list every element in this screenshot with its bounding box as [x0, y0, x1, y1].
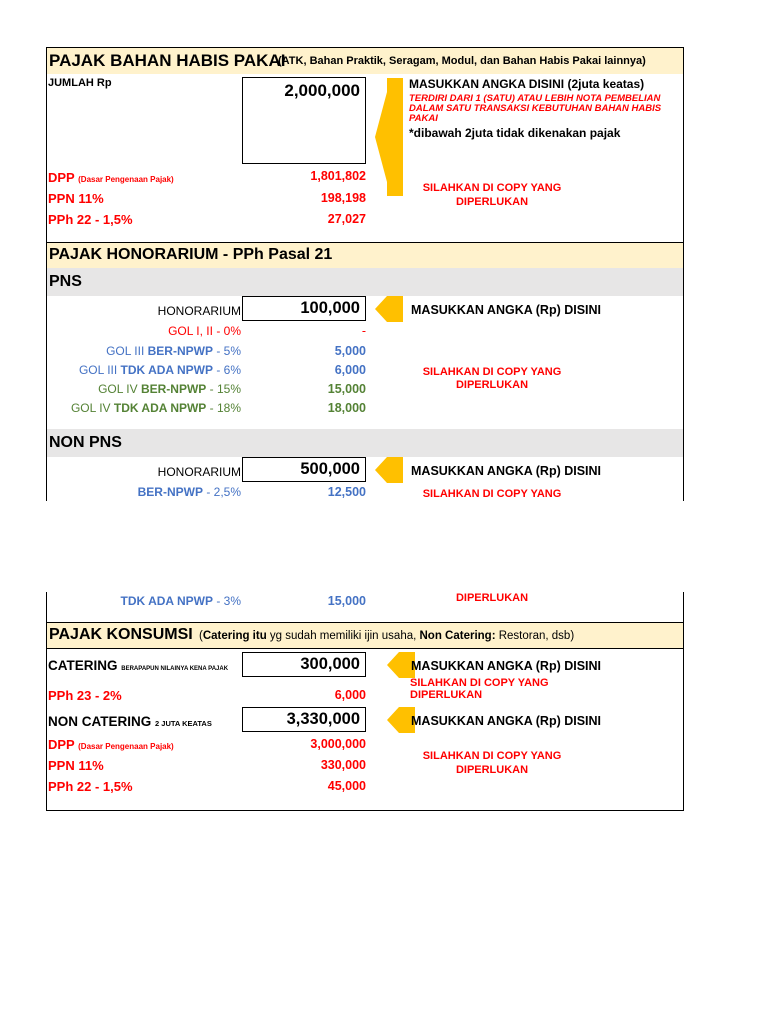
nonpns-honorarium-value: 500,000: [300, 460, 360, 478]
kon-subtitle: [199, 630, 574, 642]
pns-row-gol4-no-npwp: [47, 401, 241, 415]
bhp-note-line-1: TERDIRI DARI 1 (SATU) ATAU LEBIH NOTA PEMBELIAN: [409, 93, 661, 104]
pns-copy-line-2: DIPERLUKAN: [455, 379, 529, 391]
bhp-subtitle: (ATK, Bahan Praktik, Seragam, Modul, dan Bahan Habis Pakai lainnya): [278, 55, 646, 67]
bhp-pph-value: 27,027: [327, 212, 366, 226]
sub-paren: (: [199, 630, 203, 642]
sub-text-2: Restoran, dsb): [495, 630, 575, 642]
pns-row-gol-1-2: [47, 324, 241, 338]
subsection-pns: [47, 268, 683, 296]
nonpns-title: NON PNS: [49, 434, 122, 451]
pns-row-gol3-npwp: [47, 344, 241, 358]
nonpns-row-npwp: [47, 485, 241, 499]
bhp-amount-input[interactable]: [242, 77, 366, 164]
noncatering-text: NON CATERING: [48, 714, 152, 729]
pns-value-gol4-no-npwp: 18,000: [327, 401, 366, 415]
arrow-left-icon: [375, 296, 403, 322]
bhp-copy-line-2: DIPERLUKAN: [455, 196, 529, 208]
nonpns-value-no-npwp: 15,000: [327, 594, 366, 608]
pns-prompt: MASUKKAN ANGKA (Rp) DISINI: [411, 303, 602, 317]
row-label-bold: TDK ADA NPWP: [120, 363, 213, 377]
bhp-note-under: *dibawah 2juta tidak dikenakan pajak: [409, 126, 621, 140]
nonpns-row-no-npwp: [47, 594, 241, 608]
bhp-dpp-value: 1,801,802: [310, 169, 366, 183]
kon-dpp-label: [48, 737, 174, 752]
bhp-note-line-3: PAKAI: [409, 113, 438, 124]
nonpns-honorarium-label: HONORARIUM: [157, 465, 241, 479]
pph23-value: 6,000: [334, 688, 366, 702]
row-label: GOL III: [78, 363, 121, 377]
row-label: GOL IV: [70, 401, 114, 415]
kon-copy-line-2: DIPERLUKAN: [455, 764, 529, 776]
bhp-dpp-label: [48, 170, 174, 185]
nonpns-copy-line-1: SILAHKAN DI COPY YANG: [422, 488, 562, 500]
catering-sub: BERAPAPUN NILAINYA KENA PAJAK: [121, 666, 229, 672]
row-label-bold: BER-NPWP: [140, 382, 207, 396]
catering-text: CATERING: [48, 658, 118, 673]
row-label-rate: - 15%: [206, 382, 241, 396]
nonpns-honorarium-input[interactable]: [242, 457, 366, 482]
section-header-honorarium: [47, 243, 683, 268]
bhp-note-line-2: DALAM SATU TRANSAKSI KEBUTUHAN BAHAN HABIS: [409, 103, 662, 114]
bhp-ppn-value: 198,198: [320, 191, 366, 205]
arrow-left-icon: [375, 457, 403, 483]
pns-copy-line-1: SILAHKAN DI COPY YANG: [422, 366, 562, 378]
kon-pph22-value: 45,000: [327, 779, 366, 793]
kon-ppn-value: 330,000: [320, 758, 366, 772]
pns-title: PNS: [49, 273, 82, 290]
kon-dpp-sub: (Dasar Pengenaan Pajak): [78, 742, 174, 751]
pns-honorarium-value: 100,000: [300, 299, 360, 317]
sheet-page-1: [46, 47, 684, 501]
sub-noncatering: Non Catering:: [419, 630, 496, 642]
row-label-bold: BER-NPWP: [147, 344, 213, 358]
arrow-left-icon: [373, 78, 403, 196]
noncatering-value: 3,330,000: [286, 710, 360, 728]
row-label-bold: BER-NPWP: [137, 485, 203, 499]
pns-value-gol-1-2: -: [361, 324, 366, 338]
subsection-non-pns: [47, 429, 683, 457]
jumlah-label: JUMLAH Rp: [48, 77, 112, 89]
pns-row-gol4-npwp: [47, 382, 241, 396]
pns-honorarium-input[interactable]: [242, 296, 366, 321]
kon-dpp-text: DPP: [48, 737, 75, 752]
row-label-rate: - 18%: [206, 401, 241, 415]
row-label: GOL III: [106, 344, 148, 358]
hon-title: PAJAK HONORARIUM - PPh Pasal 21: [49, 246, 333, 263]
kon-pph22-label: PPh 22 - 1,5%: [48, 779, 133, 794]
kon-copy-line-1: SILAHKAN DI COPY YANG: [422, 750, 562, 762]
catering-value: 300,000: [300, 655, 360, 673]
sheet-page-2: [46, 592, 684, 811]
nonpns-prompt: MASUKKAN ANGKA (Rp) DISINI: [411, 464, 602, 478]
nonpns-copy-line-2: DIPERLUKAN: [455, 592, 529, 604]
divider: [47, 648, 683, 649]
catering-label: [48, 658, 228, 673]
bhp-pph-label: PPh 22 - 1,5%: [48, 212, 133, 227]
sub-catering: Catering itu: [202, 630, 267, 642]
bhp-copy-line-1: SILAHKAN DI COPY YANG: [422, 182, 562, 194]
pns-honorarium-label: HONORARIUM: [157, 304, 241, 318]
pns-value-gol3-npwp: 5,000: [334, 344, 366, 358]
catering-copy-line-2: DIPERLUKAN: [410, 689, 483, 701]
row-label-rate: - 2,5%: [202, 485, 241, 499]
section-header-bhp: [47, 48, 683, 74]
sub-text-1: yg sudah memiliki ijin usaha,: [266, 630, 420, 642]
catering-input[interactable]: [242, 652, 366, 677]
row-label-rate: - 3%: [212, 594, 241, 608]
row-label-rate: - 6%: [212, 363, 241, 377]
catering-copy-line-1: SILAHKAN DI COPY YANG: [410, 677, 549, 689]
bhp-dpp-sub: (Dasar Pengenaan Pajak): [78, 175, 174, 184]
row-label-rate: - 5%: [212, 344, 241, 358]
pns-value-gol3-no-npwp: 6,000: [334, 363, 366, 377]
bhp-amount-value: 2,000,000: [284, 81, 360, 100]
section-header-konsumsi: [47, 623, 683, 648]
row-label-bold: TDK ADA NPWP: [113, 401, 207, 415]
pph23-label: PPh 23 - 2%: [48, 688, 122, 703]
kon-dpp-value: 3,000,000: [310, 737, 366, 751]
noncatering-prompt: MASUKKAN ANGKA (Rp) DISINI: [411, 714, 602, 728]
row-label: GOL I, II - 0%: [168, 324, 241, 338]
noncatering-sub: 2 JUTA KEATAS: [155, 719, 212, 728]
bhp-ppn-label: PPN 11%: [48, 191, 104, 206]
kon-title: PAJAK KONSUMSI: [49, 626, 193, 643]
catering-prompt: MASUKKAN ANGKA (Rp) DISINI: [411, 659, 602, 673]
bhp-note-title: MASUKKAN ANGKA DISINI (2juta keatas): [409, 77, 645, 91]
bhp-dpp-text: DPP: [48, 170, 75, 185]
noncatering-input[interactable]: [242, 707, 366, 732]
kon-ppn-label: PPN 11%: [48, 758, 104, 773]
row-label-bold: TDK ADA NPWP: [120, 594, 213, 608]
noncatering-label: [48, 714, 212, 729]
pns-row-gol3-no-npwp: [47, 363, 241, 377]
nonpns-value-npwp: 12,500: [327, 485, 366, 499]
pns-value-gol4-npwp: 15,000: [327, 382, 366, 396]
row-label: GOL IV: [98, 382, 141, 396]
bhp-title: PAJAK BAHAN HABIS PAKAI: [49, 51, 286, 70]
